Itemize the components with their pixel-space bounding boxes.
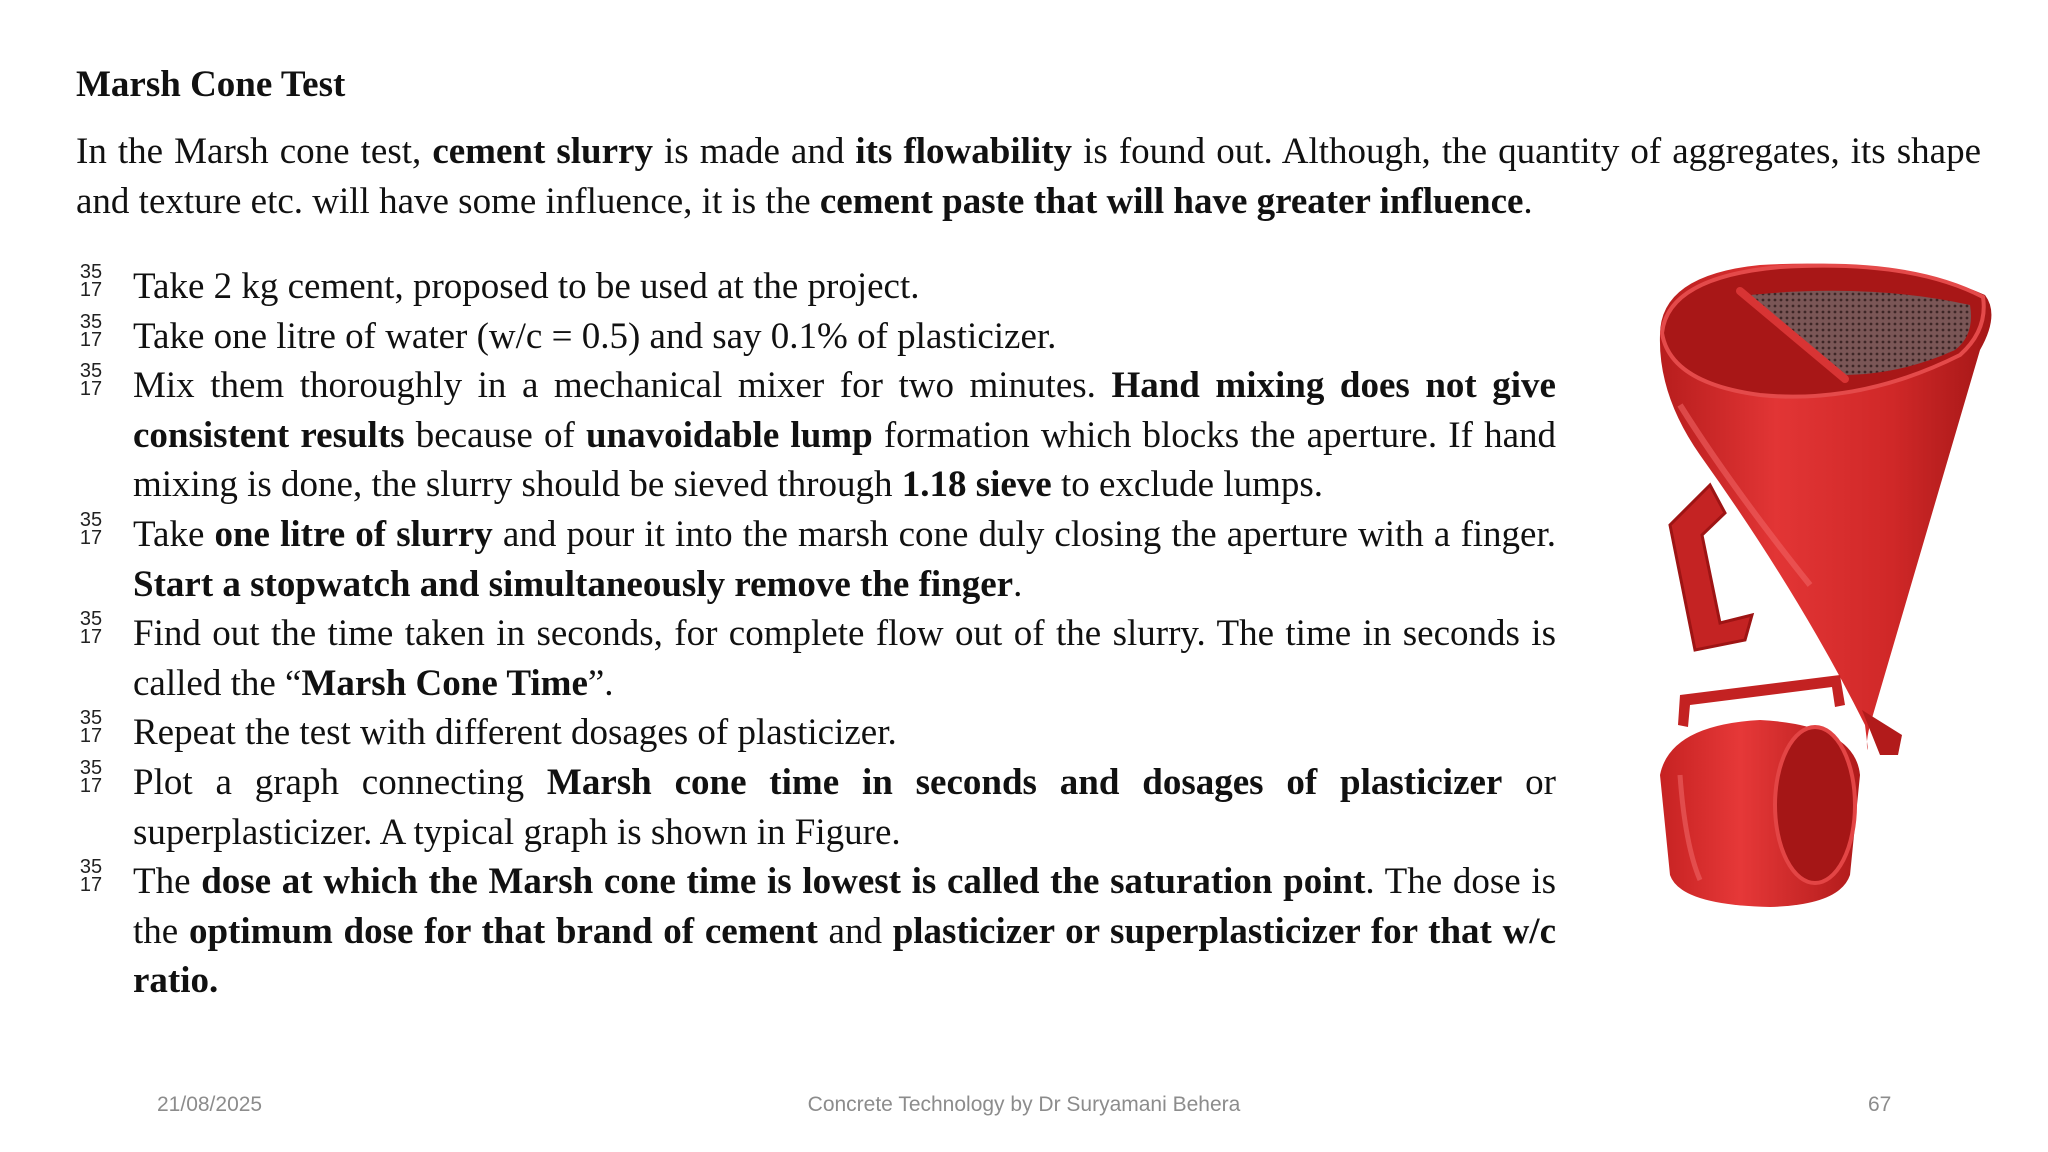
footer-title: Concrete Technology by Dr Suryamani Behera bbox=[807, 1093, 1241, 1116]
slide-title: Marsh Cone Test bbox=[76, 64, 346, 105]
text-run: Plot a graph connecting bbox=[133, 761, 547, 803]
step-item bbox=[76, 510, 1556, 609]
text-run: ”. bbox=[587, 662, 614, 704]
text-run: Mix them thoroughly in a mechanical mixer for two minutes. bbox=[133, 365, 1112, 407]
step-text bbox=[133, 613, 1556, 704]
step-text bbox=[133, 514, 1556, 605]
bullet-marker: 35 17 bbox=[79, 707, 103, 748]
text-run: Repeat the test with different dosages of plasticizer. bbox=[133, 712, 897, 754]
step-item bbox=[76, 262, 1556, 312]
text-run: In the Marsh cone test, bbox=[76, 131, 433, 172]
bullet-marker: 35 17 bbox=[79, 508, 103, 549]
step-text bbox=[133, 365, 1556, 505]
bold-text: unavoidable lump bbox=[585, 414, 873, 456]
text-run: and bbox=[817, 910, 893, 952]
text-run: The bbox=[133, 861, 202, 903]
bold-text: cement slurry bbox=[432, 131, 653, 172]
bullet-marker: 35 17 bbox=[79, 310, 103, 351]
text-run: . bbox=[1013, 563, 1023, 605]
footer-date: 21/08/2025 bbox=[157, 1093, 263, 1116]
step-item bbox=[76, 758, 1556, 857]
text-run: or superplasticizer. A typical graph is shown in Figure. bbox=[133, 761, 1556, 853]
step-text bbox=[133, 861, 1556, 1001]
text-run: Take 2 kg cement, proposed to be used at the project. bbox=[133, 266, 920, 307]
text-run: and pour it into the marsh cone duly closing the aperture with a finger. bbox=[492, 513, 1557, 555]
bold-text: 1.18 sieve bbox=[901, 464, 1052, 506]
text-run: is made and bbox=[652, 131, 856, 172]
bullet-marker: 35 17 bbox=[79, 608, 103, 649]
bullet-marker: 35 17 bbox=[79, 756, 103, 797]
text-run: . bbox=[1523, 181, 1533, 222]
text-run: Find out the time taken in seconds, for complete flow out of the slurry. The time in seconds is called the “ bbox=[133, 613, 1556, 704]
bold-text: its flowability bbox=[855, 131, 1073, 172]
bullet-marker: 35 17 bbox=[79, 360, 103, 401]
step-text bbox=[133, 316, 1056, 357]
page-number: 67 bbox=[1868, 1093, 1892, 1116]
step-item bbox=[76, 857, 1556, 1006]
text-run: because of bbox=[404, 414, 586, 456]
text-run: formation which blocks the aperture. If hand mixing is done, the slurry should be sieved through bbox=[133, 414, 1556, 506]
bold-text: dose at which the Marsh cone time is lowest is called the saturation point bbox=[201, 861, 1366, 903]
step-text bbox=[133, 266, 920, 307]
step-item bbox=[76, 609, 1556, 708]
bold-text: Marsh cone time in seconds and dosages of plasticizer bbox=[546, 761, 1503, 803]
text-run: Take one litre of water (w/c = 0.5) and say 0.1% of plasticizer. bbox=[133, 315, 1057, 357]
step-item bbox=[76, 312, 1556, 362]
bold-text: Marsh Cone Time bbox=[301, 662, 588, 704]
step-text bbox=[133, 712, 897, 753]
step-text bbox=[133, 762, 1556, 853]
bold-text: one litre of slurry bbox=[214, 513, 493, 555]
bold-text: Hand mixing does not give consistent results bbox=[133, 365, 1556, 456]
bold-text: plasticizer or superplasticizer for that w/c ratio. bbox=[133, 910, 1557, 1002]
step-item bbox=[76, 361, 1556, 510]
bullet-marker: 35 17 bbox=[79, 856, 103, 897]
text-run: is found out. Although, the quantity of aggregates, its shape and texture etc. will have some influence, it is the bbox=[76, 131, 1982, 222]
procedure-steps bbox=[76, 262, 1556, 1006]
text-run: to exclude lumps. bbox=[1051, 464, 1324, 506]
step-item bbox=[76, 708, 1556, 758]
intro-paragraph bbox=[76, 127, 1981, 227]
bold-text: Start a stopwatch and simultaneously remove the finger bbox=[133, 563, 1014, 605]
measuring-cup-icon bbox=[1660, 675, 1860, 907]
bold-text: cement paste that will have greater influence bbox=[819, 181, 1524, 222]
bold-text: optimum dose for that brand of cement bbox=[188, 910, 818, 952]
text-run: Take bbox=[133, 513, 215, 555]
bullet-marker: 35 17 bbox=[79, 261, 103, 301]
marsh-cone-figure bbox=[1640, 255, 2010, 915]
text-run: . The dose is the bbox=[133, 861, 1557, 952]
